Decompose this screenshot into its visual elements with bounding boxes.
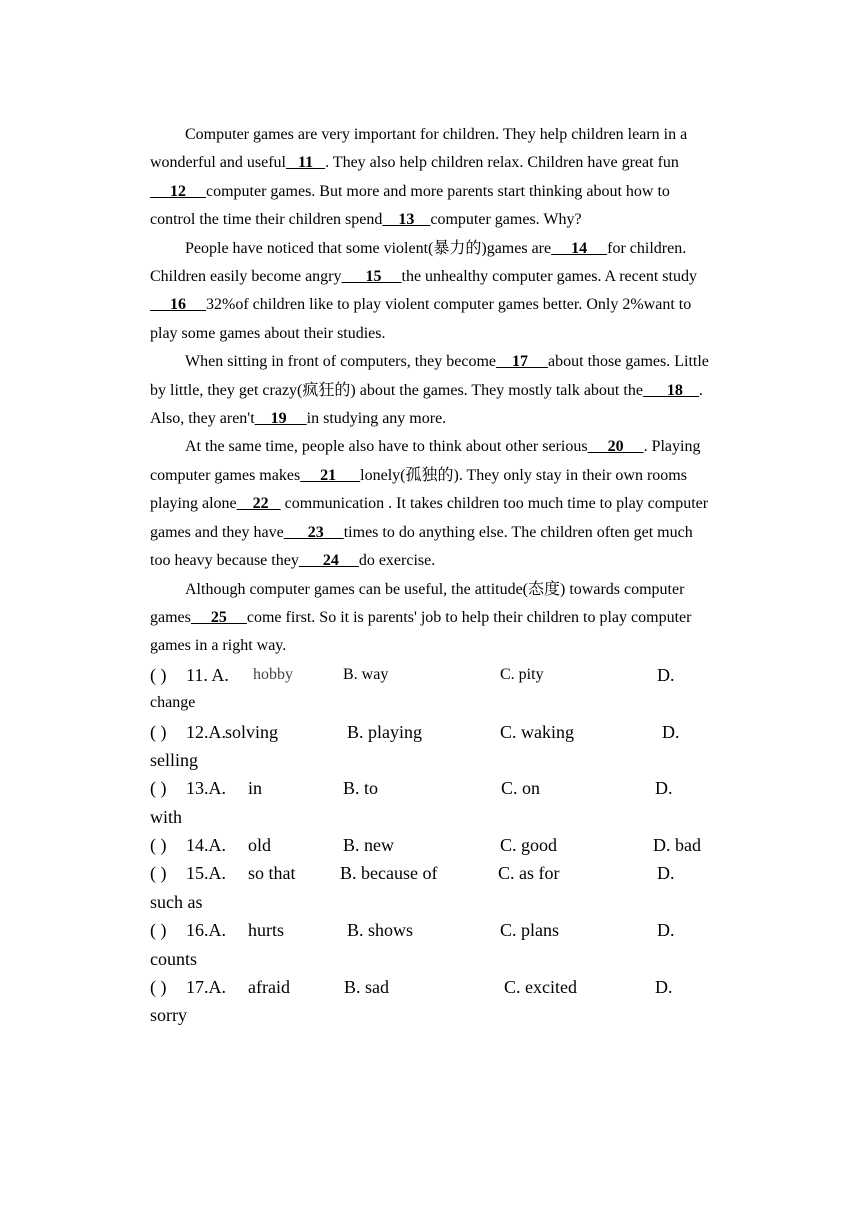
passage-text: times to do anything else. The children often get much too heavy because they <box>150 523 693 570</box>
blank-14: 14 <box>551 239 608 257</box>
passage-text: . They also help children relax. Children have great fun <box>325 154 679 172</box>
passage-text: communication . It takes children too much time to play computer games and they have <box>150 495 709 541</box>
option-c: C. excited <box>504 977 577 998</box>
question-number: 13.A. <box>186 778 226 799</box>
question-number: 12.A. <box>186 721 226 742</box>
option-c: C. as for <box>498 863 560 884</box>
passage-text: lonely(孤独的). They only stay in their own rooms playing alone <box>150 466 687 513</box>
question-number: 14.A. <box>186 835 226 856</box>
option-d: sorry <box>150 1005 187 1026</box>
paragraph-2 <box>150 235 715 349</box>
option-d-label: D. <box>657 664 675 685</box>
option-b: B. new <box>343 835 394 856</box>
passage-text: for children. Children easily become angry <box>150 239 687 286</box>
paragraph-1 <box>150 121 715 235</box>
option-a: hobby <box>253 665 293 683</box>
option-a: solving <box>225 721 279 742</box>
blank-16: 16 <box>150 296 206 314</box>
option-c: C. waking <box>500 721 574 742</box>
option-a: afraid <box>248 977 290 998</box>
question-15 <box>150 859 715 916</box>
option-a: in <box>248 778 263 799</box>
blank-18: 18 <box>642 381 699 399</box>
option-d: such as <box>150 891 203 912</box>
option-c: C. on <box>501 778 541 799</box>
blank-23: 23 <box>283 523 344 541</box>
question-list <box>150 661 715 1030</box>
option-d-label: D. <box>655 778 673 799</box>
blank-24: 24 <box>298 552 359 570</box>
cloze-passage <box>150 121 715 661</box>
option-d-label: D. <box>655 977 673 998</box>
paragraph-3 <box>150 348 715 433</box>
option-a: so that <box>248 863 296 884</box>
passage-text: People have noticed that some violent(暴力的)games are <box>185 239 552 257</box>
option-b: B. shows <box>347 920 414 941</box>
passage-text: . Playing computer games makes <box>150 438 701 484</box>
option-d-label: D. <box>662 721 680 742</box>
question-number: 15.A. <box>186 863 226 884</box>
passage-text: come first. So it is parents' job to help their children to play computer games in a right way. <box>150 608 692 655</box>
question-17 <box>150 973 715 1030</box>
blank-22: 22 <box>236 495 281 513</box>
answer-paren: ( ) <box>150 778 167 799</box>
blank-25: 25 <box>190 608 247 626</box>
paragraph-4 <box>150 433 715 575</box>
passage-text: do exercise. <box>358 552 436 570</box>
passage-text: computer games. But more and more parents start thinking about how to control the time their children spend <box>150 182 670 229</box>
option-b: B. because of <box>340 863 438 884</box>
option-c: C. pity <box>500 665 544 683</box>
question-number: 11. A. <box>186 664 229 685</box>
question-number: 17.A. <box>186 977 226 998</box>
question-number: 16.A. <box>186 920 226 941</box>
option-d: with <box>150 806 183 827</box>
passage-text: in studying any more. <box>306 410 447 428</box>
paragraph-5 <box>150 576 715 661</box>
answer-paren: ( ) <box>150 977 167 998</box>
option-d: selling <box>150 749 198 770</box>
passage-text: At the same time, people also have to think about other serious <box>185 438 588 456</box>
option-c: C. plans <box>500 920 560 941</box>
option-b: B. sad <box>344 977 389 998</box>
question-16 <box>150 916 715 973</box>
option-b: B. playing <box>347 721 422 742</box>
option-d-label: D. <box>657 920 675 941</box>
option-d: change <box>150 694 196 712</box>
option-c: C. good <box>500 835 558 856</box>
passage-text: the unhealthy computer games. A recent study <box>401 268 697 286</box>
option-b: B. way <box>343 665 389 683</box>
passage-text: Computer games are very important for children. They help children learn in a wonderful and useful <box>150 126 688 172</box>
question-12 <box>150 718 715 775</box>
answer-paren: ( ) <box>150 920 167 941</box>
option-d-label: D. <box>657 863 675 884</box>
blank-12: 12 <box>150 182 206 200</box>
passage-text: . Also, they aren't <box>150 381 703 428</box>
option-d: counts <box>150 948 197 969</box>
question-14 <box>150 831 715 859</box>
answer-paren: ( ) <box>150 664 167 685</box>
answer-paren: ( ) <box>150 835 167 856</box>
option-d: D. bad <box>653 835 701 856</box>
passage-text: 32%of children like to play violent computer games better. Only 2%want to play some games about their studies. <box>150 296 692 342</box>
blank-20: 20 <box>587 438 644 456</box>
option-b: B. to <box>343 778 379 799</box>
answer-paren: ( ) <box>150 721 167 742</box>
option-a: hurts <box>248 920 284 941</box>
passage-text: When sitting in front of computers, they become <box>185 353 497 371</box>
blank-21: 21 <box>300 466 361 484</box>
question-13 <box>150 774 715 831</box>
blank-19: 19 <box>254 410 307 428</box>
blank-13: 13 <box>382 211 431 229</box>
passage-text: Although computer games can be useful, the attitude(态度) towards computer games <box>150 580 685 626</box>
passage-text: about those games. Little by little, they get crazy(疯狂的) about the games. They mostly talk about the <box>150 353 709 399</box>
question-11 <box>150 661 715 718</box>
blank-11: 11 <box>285 154 326 172</box>
document-page <box>150 121 715 1030</box>
answer-paren: ( ) <box>150 863 167 884</box>
passage-text: computer games. Why? <box>430 211 582 229</box>
blank-15: 15 <box>341 268 402 286</box>
option-a: old <box>248 835 272 856</box>
blank-17: 17 <box>496 353 549 371</box>
